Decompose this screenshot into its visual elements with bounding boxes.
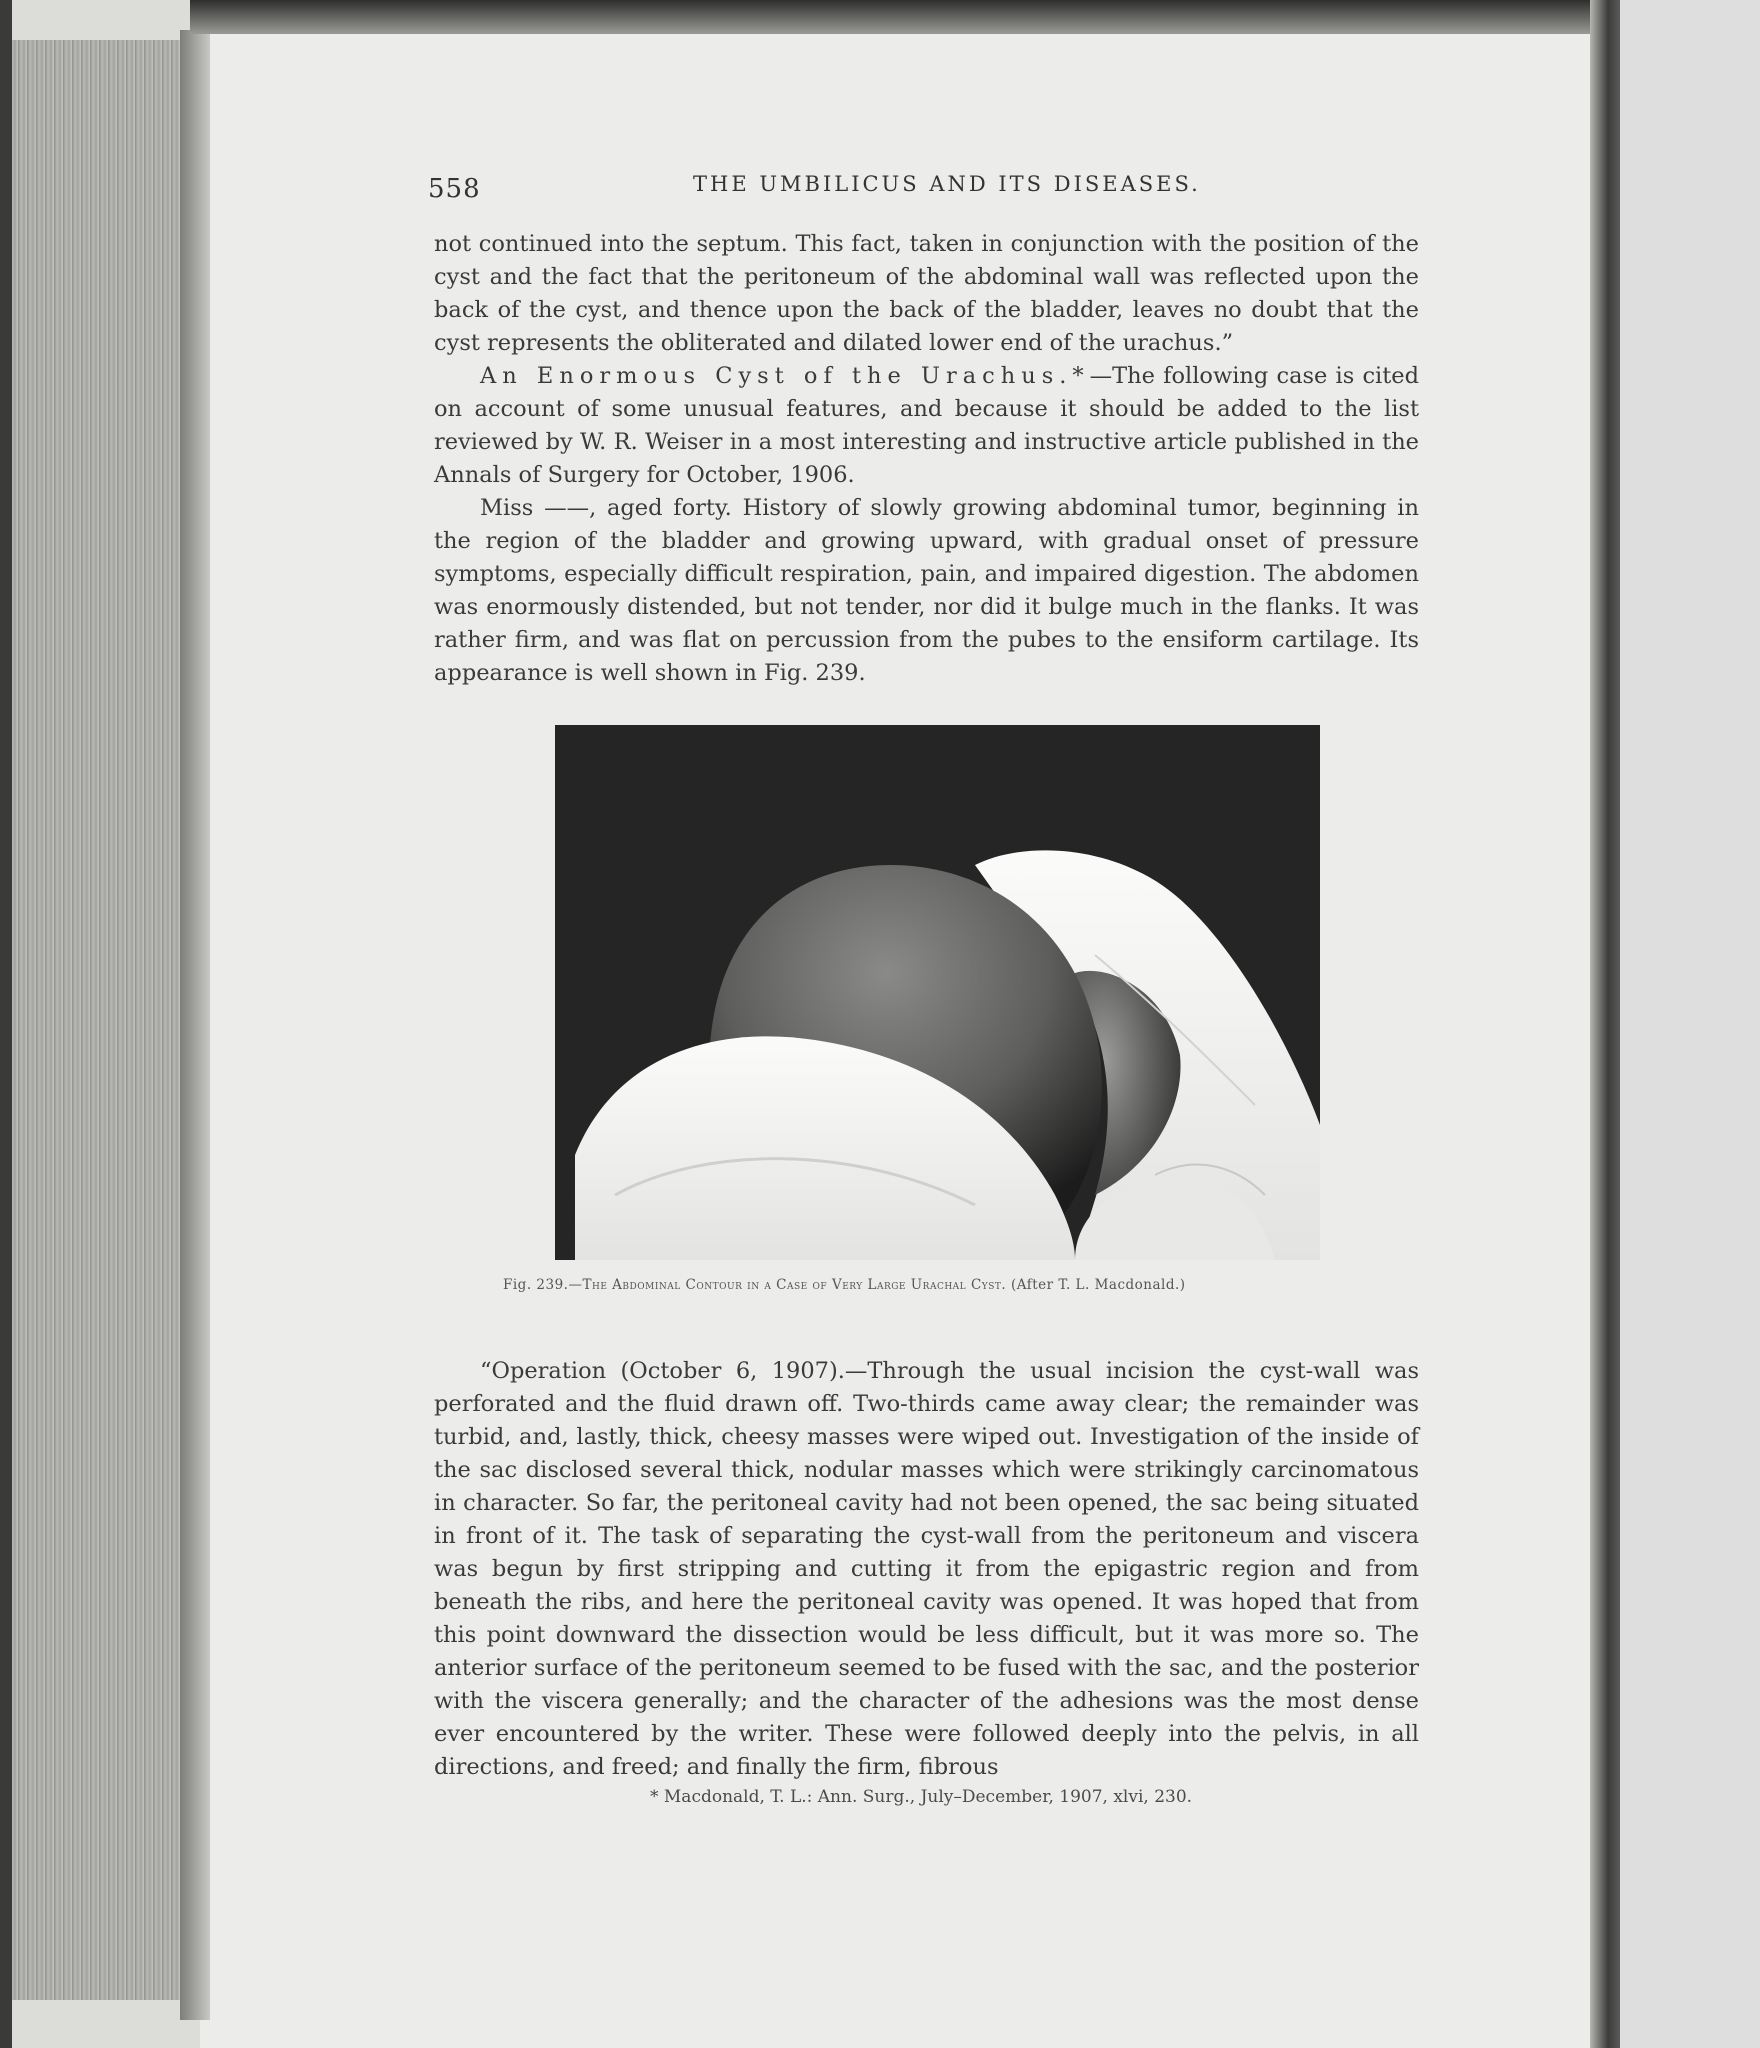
paragraph-case-intro — [434, 360, 1419, 492]
paragraph-operation: “Operation (October 6, 1907).—Through the usual incision the cyst-wall was perforated and the fluid drawn off. Two-thirds came away clear; the remainder was turbid, and, lastly, thick, cheesy masses were wiped out. Investigation of the inside of the sac disclosed several thick, nodular masses which were strikingly carcinomatous in character. So far, the peritoneal cavity had not been opened, the sac being situated in front of it. The task of separating the cyst-wall from the peritoneum and viscera was begun by first stripping and cutting it from the epigastric region and from beneath the ribs, and here the peritoneal cavity was opened. It was hoped that from this point downward the dissection would be less difficult, but it was more so. The anterior surface of the peritoneum seemed to be fused with the sac, and the posterior with the viscera generally; and the character of the adhesions was the most dense ever encountered by the writer. These were followed deeply into the pelvis, in all directions, and freed; and finally the firm, fibrous — [434, 1358, 1419, 1780]
paragraph-history: Miss ——, aged forty. History of slowly growing abdominal tumor, beginning in the region of the bladder and growing upward, with gradual onset of pressure symptoms, especially difficult respiration, pain, and impaired digestion. The abdomen was enormously distended, but not tender, nor did it bulge much in the flanks. It was rather firm, and was flat on percussion from the pubes to the ensiform cartilage. Its appearance is well shown in Fig. 239. — [434, 495, 1419, 686]
figure-caption — [503, 1277, 1433, 1293]
top-edge-shadow — [190, 0, 1610, 34]
caption-label: Fig. 239. — [503, 1277, 569, 1293]
figure-239-photograph — [555, 725, 1320, 1260]
section-heading: An Enormous Cyst of the Urachus.* — [480, 363, 1090, 389]
running-head: THE UMBILICUS AND ITS DISEASES. — [693, 172, 1201, 196]
paragraph-continuation: not continued into the septum. This fact, taken in conjunction with the position of the cyst and the fact that the peritoneum of the abdominal wall was reflected upon the back of the cyst, and thence upon the back of the bladder, leaves no doubt that the cyst represents the obliterated and dilated lower end of the urachus.” — [434, 231, 1419, 356]
facing-page-edge — [1620, 0, 1760, 2048]
page-stack-edge — [0, 40, 200, 2000]
body-text-bottom — [434, 1355, 1419, 1784]
section-text: —The following case is cited on account of some unusual features, and because it should be added to the list reviewed by W. R. Weiser in a most interesting and instructive article published in the Annals of Surgery for October, 1906. — [434, 363, 1420, 488]
caption-credit: (After T. L. Macdonald.) — [1010, 1277, 1186, 1293]
page-header — [428, 172, 1428, 212]
caption-title: —The Abdominal Contour in a Case of Very Large Urachal Cyst. — [568, 1277, 1007, 1293]
scan-left-border — [0, 0, 12, 2048]
abdomen-photo-illustration — [555, 725, 1320, 1260]
footnote: * Macdonald, T. L.: Ann. Surg., July–December, 1907, xlvi, 230. — [650, 1787, 1193, 1807]
body-text-top — [434, 228, 1419, 690]
page-left-curl — [180, 30, 210, 2020]
page-number: 558 — [428, 174, 481, 204]
book-gutter — [1590, 0, 1620, 2048]
